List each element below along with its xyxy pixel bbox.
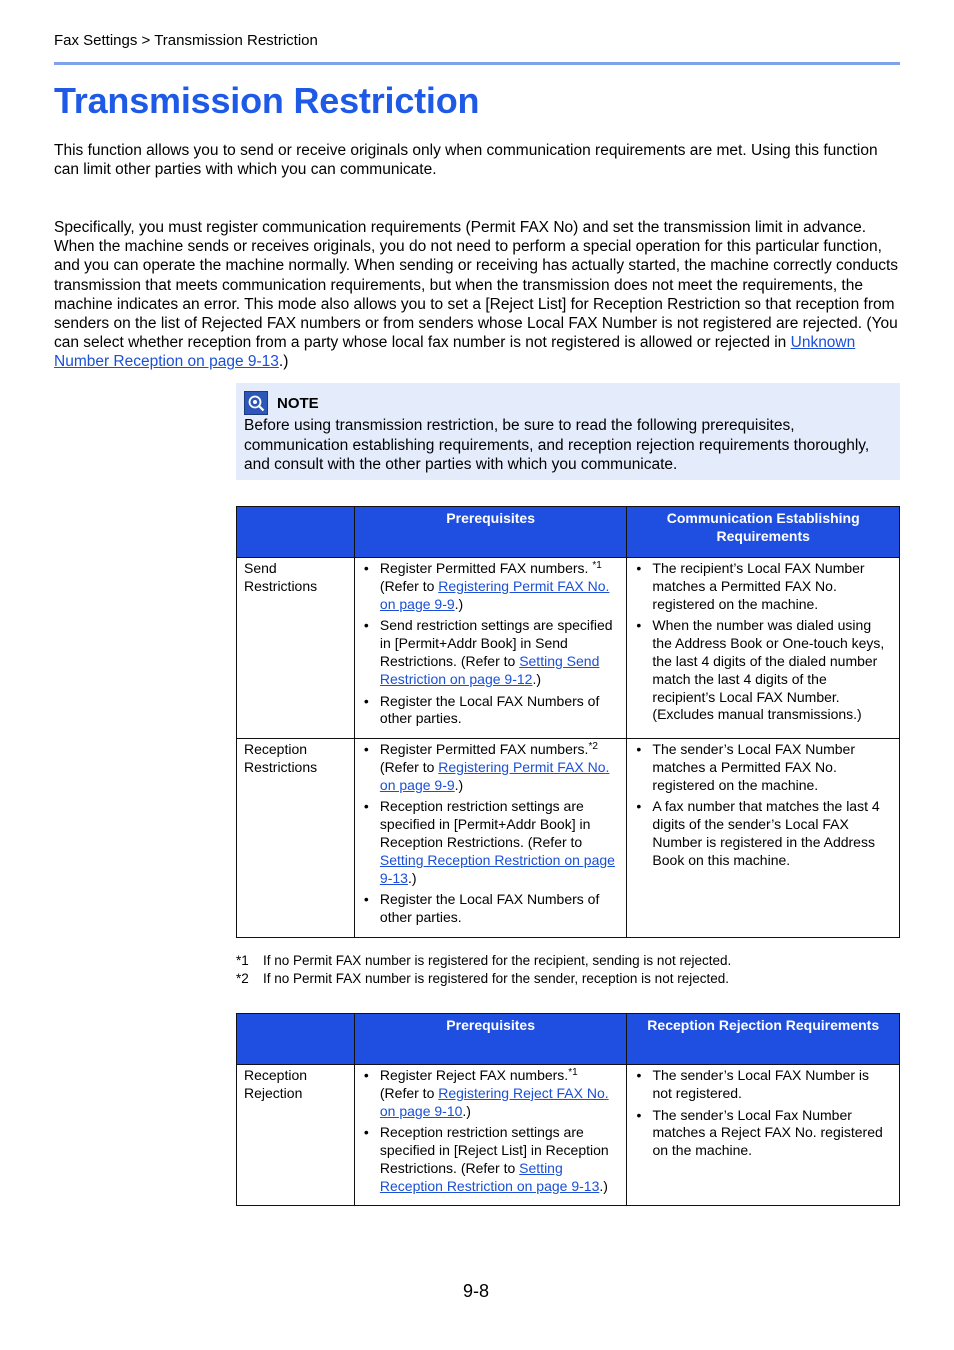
row-label: Send Restrictions: [237, 558, 355, 739]
breadcrumb: Fax Settings > Transmission Restriction: [54, 32, 318, 49]
prerequisites-cell: [354, 558, 627, 739]
ref-suffix: .): [454, 776, 464, 793]
note-icon: [244, 391, 268, 415]
list-item: [362, 1067, 620, 1120]
ref-suffix: .): [407, 869, 417, 886]
list-item: [362, 798, 620, 887]
header-cell-prerequisites: Prerequisites: [354, 1014, 627, 1065]
header-cell-empty: [237, 507, 355, 558]
ref-suffix: .): [532, 670, 542, 687]
item-text: Register Permitted FAX numbers.: [379, 741, 589, 757]
ref-prefix: (Refer to: [379, 577, 439, 594]
footnote-ref: *1: [592, 560, 602, 571]
ref-prefix: (Refer to: [460, 1159, 520, 1176]
note-header: [244, 391, 892, 415]
ref-suffix: .): [599, 1177, 608, 1194]
footnote-text: If no Permit FAX number is registered for the sender, reception is not rejected.: [263, 970, 729, 986]
list-item: • The recipient’s Local FAX Number matches a Permitted FAX No. registered on the machine.: [634, 560, 892, 613]
list-item: • A fax number that matches the last 4 digits of the sender’s Local FAX Number is registered in the Address Book on this machine.: [634, 798, 892, 869]
list-item: • The sender’s Local FAX Number is not registered.: [634, 1067, 892, 1103]
header-cell-prerequisites: Prerequisites: [354, 507, 627, 558]
footnote-mark: *1: [236, 953, 249, 968]
requirements-cell: [627, 739, 900, 938]
item-text: Reception restriction settings are specified in [Reject List] in Reception Restrictions.: [379, 1124, 609, 1176]
reception-rejection-table: [236, 1013, 900, 1206]
footnotes: [236, 952, 731, 987]
ref-suffix: .): [462, 1102, 471, 1119]
table-row-reception-rejection: [237, 1065, 900, 1206]
header-divider: [54, 62, 900, 65]
setting-send-restriction-link[interactable]: Setting Send Restriction on page 9-12: [379, 652, 600, 687]
ref-prefix: (Refer to: [460, 652, 520, 669]
note-label: NOTE: [277, 394, 319, 412]
communication-requirements-table: [236, 506, 900, 938]
list-item: [362, 560, 620, 613]
item-text: Register the Local FAX Numbers of other parties.: [379, 891, 600, 926]
item-text: Send restriction settings are specified in [Permit+Addr Book] in Send Restrictions.: [379, 617, 613, 669]
footnote-ref: *1: [568, 1067, 578, 1078]
list-item: [362, 693, 620, 729]
list-item: • The sender’s Local Fax Number matches a Reject FAX No. registered on the machine.: [634, 1107, 892, 1160]
footnote-mark: *2: [236, 970, 249, 986]
note-box: [236, 383, 900, 480]
ref-prefix: (Refer to: [527, 833, 583, 850]
ref-prefix: (Refer to: [379, 1084, 439, 1101]
requirements-cell: [627, 558, 900, 739]
ref-suffix: .): [454, 595, 464, 612]
page-number: 9-8: [463, 1281, 490, 1301]
footnote-text: If no Permit FAX number is registered for the recipient, sending is not rejected.: [263, 953, 732, 968]
ref-prefix: (Refer to: [379, 758, 439, 775]
registering-reject-fax-link[interactable]: Registering Reject FAX No. on page 9-10: [379, 1084, 609, 1119]
list-item: • The sender’s Local FAX Number matches a Permitted FAX No. registered on the machine.: [634, 741, 892, 794]
setting-reception-restriction-link[interactable]: Setting Reception Restriction on page 9-13: [379, 1159, 600, 1194]
description-text: Specifically, you must register communication requirements (Permit FAX No) and set the transmission limit in advance. When the machine sends or receives originals, you do not need to perform a special operation for this particular function, and you can operate the machine normally. When sending or receiving has actually started, the machine correctly conducts transmission that meets communication requirements, but when the transmission does not meet the requirements, the machine indicates an error. This mode also allows you to set a [Reject List] for Reception Restriction so that reception from senders on the list of Rejected FAX numbers or from senders whose Local FAX Number is not registered are rejected. (You can select whether reception from a party whose local fax number is not registered is allowed or rejected in: [54, 219, 899, 352]
intro-paragraph: This function allows you to send or receive originals only when communication requirements are met. Using this function can limit other parties with which you can communicate.: [54, 142, 878, 179]
unknown-number-reception-link[interactable]: Unknown Number Reception on page 9-13: [54, 334, 856, 371]
list-item: [362, 617, 620, 688]
list-item: [362, 891, 620, 927]
list-item: • When the number was dialed using the Address Book or One-touch keys, the last 4 digits of the dialed number match the last 4 digits of the recipient’s Local FAX Number. (Excludes manual transmissions.): [634, 617, 892, 724]
list-item: [362, 1124, 620, 1195]
page-title: Transmission Restriction: [54, 80, 480, 121]
header-cell-communication-requirements: Communication Establishing Requirements: [627, 507, 900, 558]
row-label: Reception Restrictions: [237, 739, 355, 938]
setting-reception-restriction-link[interactable]: Setting Reception Restriction on page 9-13: [379, 851, 615, 886]
item-text: Register the Local FAX Numbers of other parties.: [379, 692, 600, 727]
prerequisites-cell: [354, 739, 627, 938]
requirements-cell: [627, 1065, 900, 1206]
list-item: [362, 741, 620, 794]
registering-permit-fax-link[interactable]: Registering Permit FAX No. on page 9-9: [379, 577, 610, 612]
item-text: Register Reject FAX numbers.: [379, 1067, 569, 1083]
registering-permit-fax-link[interactable]: Registering Permit FAX No. on page 9-9: [379, 758, 610, 793]
header-cell-empty: [237, 1014, 355, 1065]
table-row-send-restrictions: [237, 558, 900, 739]
footnote: [236, 970, 731, 988]
table-header-row: [237, 507, 900, 558]
description-paragraph: [54, 218, 902, 372]
item-text: Register Permitted FAX numbers.: [379, 560, 593, 576]
footnote-ref: *2: [588, 741, 598, 752]
table-header-row: [237, 1014, 900, 1065]
note-text: Before using transmission restriction, be sure to read the following prerequisites, communication establishing requirements, and reception rejection requirements thoroughly, and consult with the other parties with which you communicate.: [244, 417, 870, 473]
item-text: Reception restriction settings are specified in [Permit+Addr Book] in Reception Restrictions.: [379, 798, 591, 850]
footnote: [236, 952, 731, 970]
description-tail: .): [278, 353, 289, 371]
prerequisites-cell: [354, 1065, 627, 1206]
table-row-reception-restrictions: [237, 739, 900, 938]
header-cell-rejection-requirements: Reception Rejection Requirements: [627, 1014, 900, 1065]
row-label: Reception Rejection: [237, 1065, 355, 1206]
